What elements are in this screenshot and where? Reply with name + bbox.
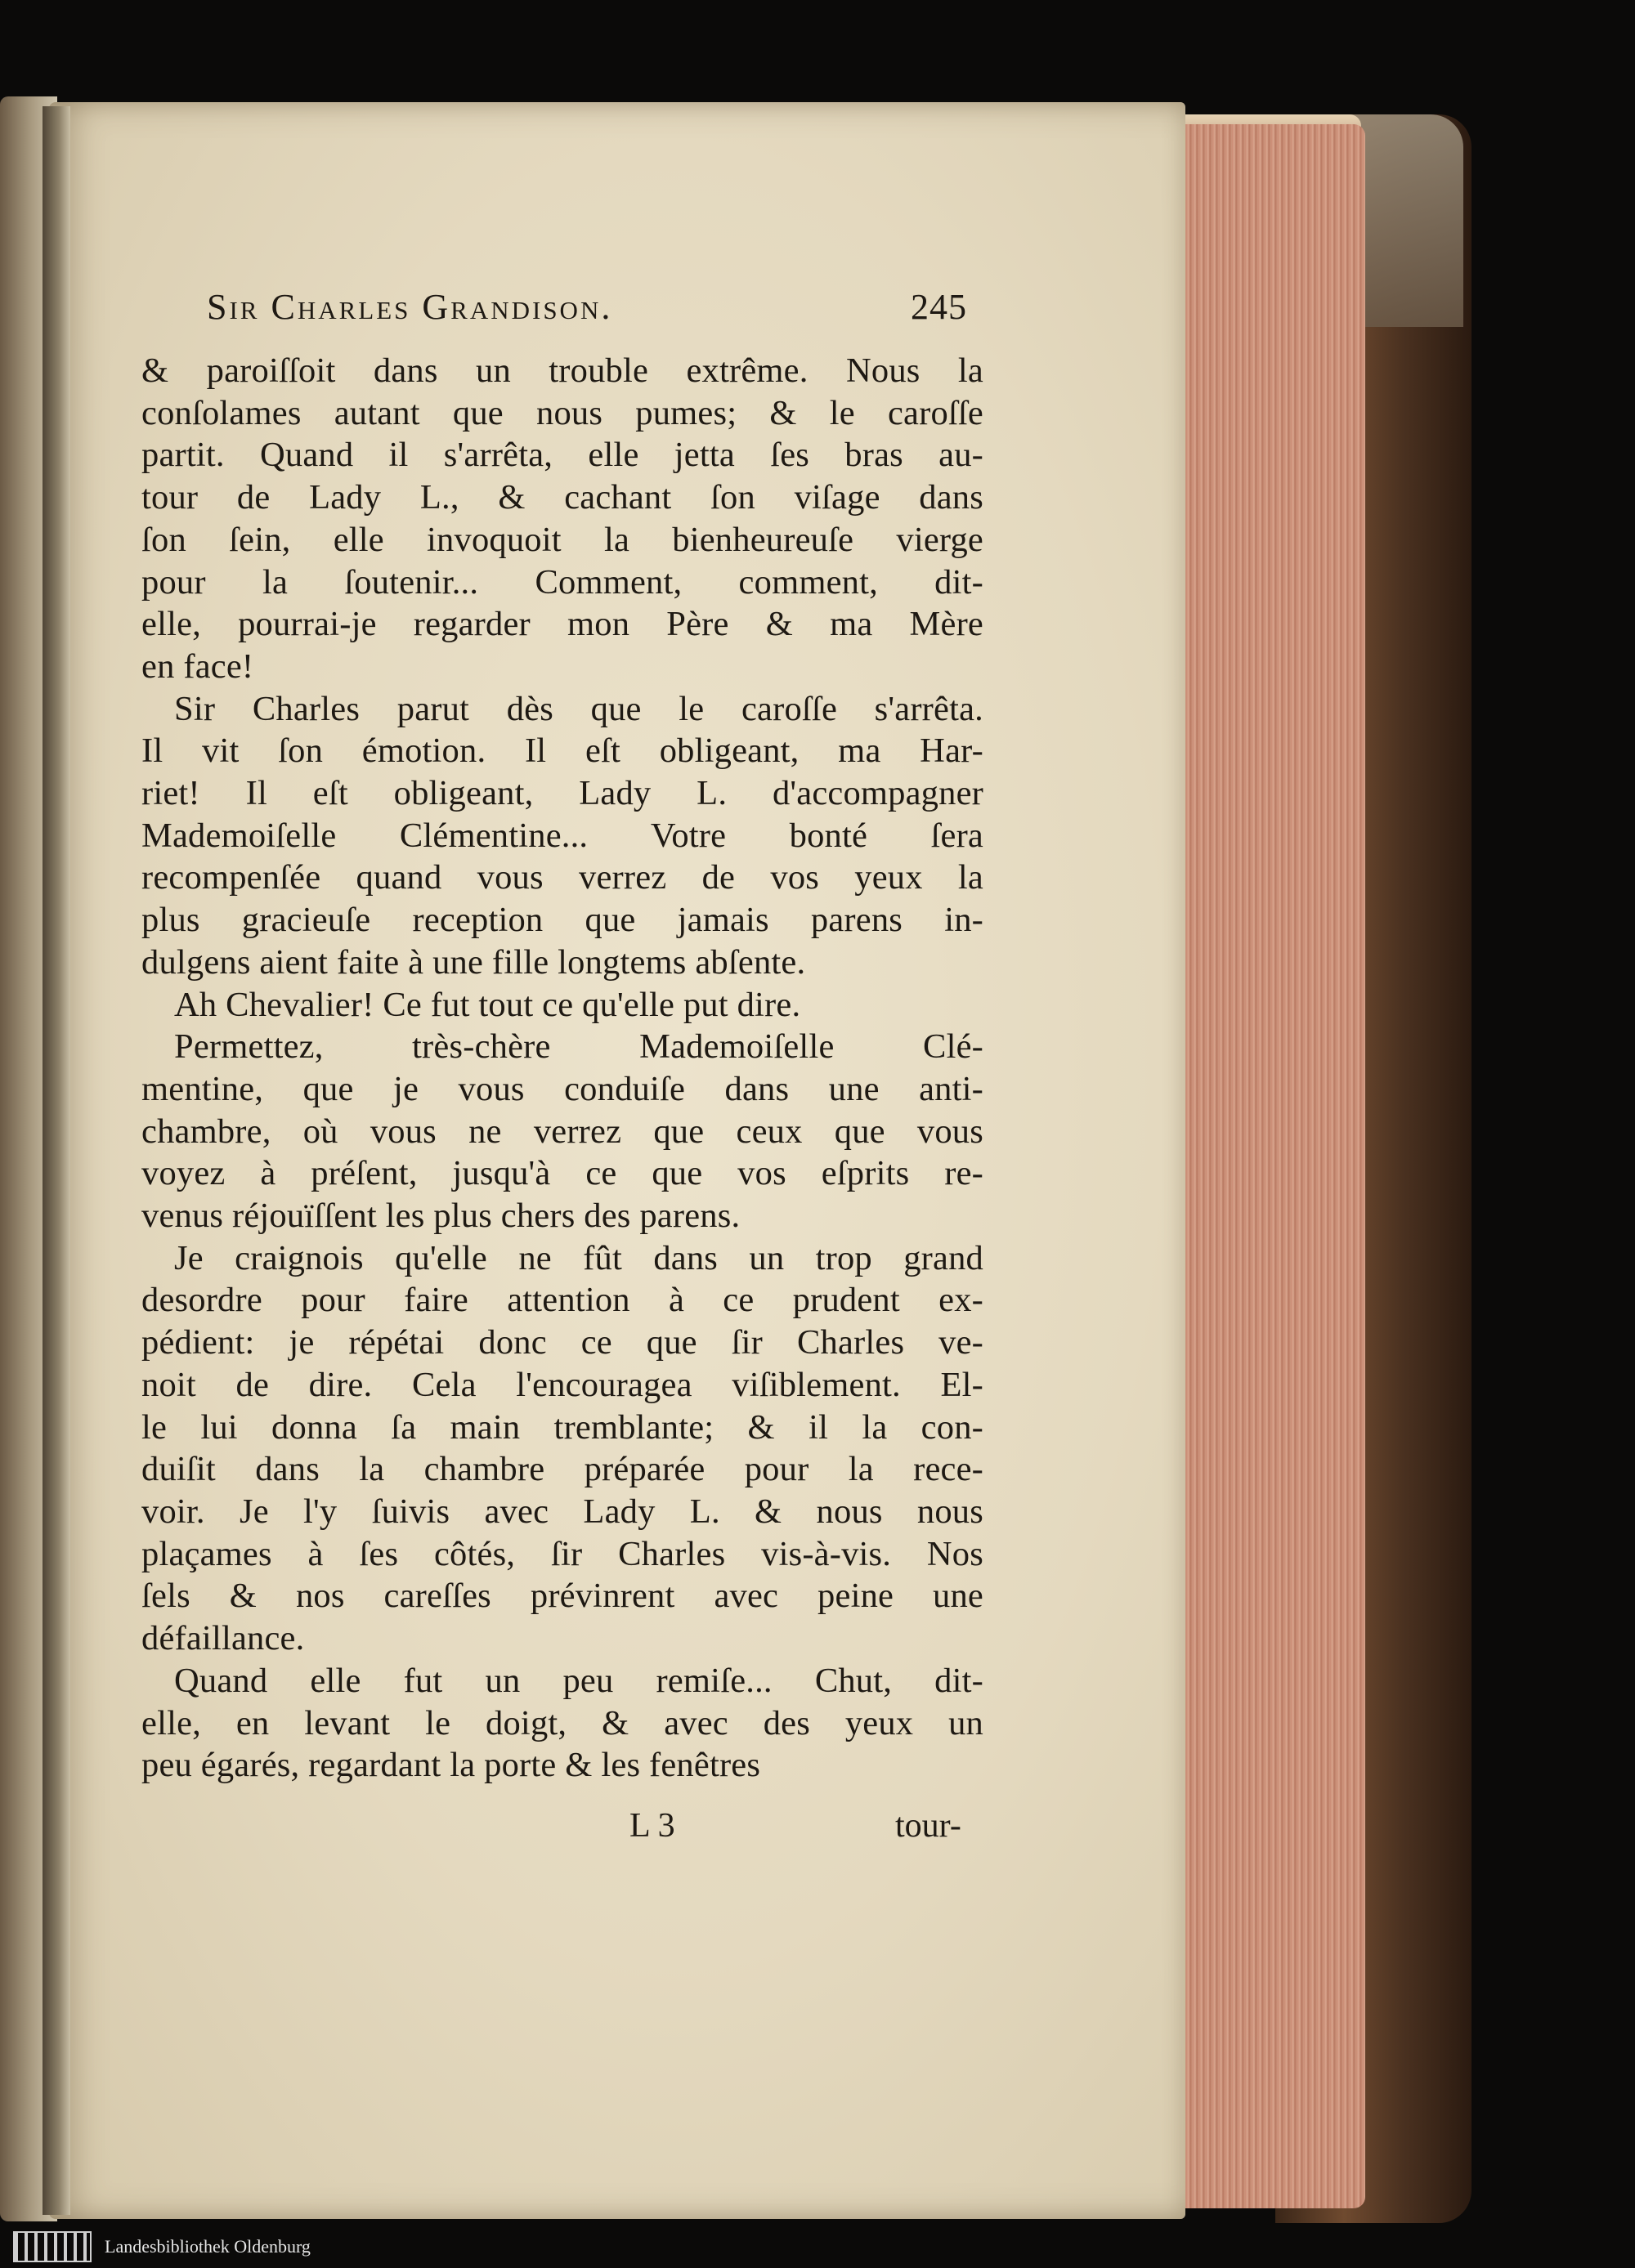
text-line: dulgens aient faite à une fille longtems abſente. — [141, 942, 806, 982]
text-line: ſels & nos careſſes prévinrent avec peine une — [141, 1577, 983, 1616]
text-line: plus gracieuſe reception que jamais parens in- — [141, 901, 983, 940]
text-line: partit. Quand il s'arrêta, elle jetta ſes bras au- — [141, 436, 983, 475]
text-line: chambre, où vous ne verrez que ceux que vous — [141, 1112, 983, 1151]
text-line: elle, pourrai-je regarder mon Père & ma Mère — [141, 605, 983, 644]
text-line: plaçames à ſes côtés, ſir Charles vis-à-vis. Nos — [141, 1534, 983, 1573]
text-line: & paroiſſoit dans un trouble extrême. Nous la — [141, 351, 983, 390]
text-line: conſolames autant que nous pumes; & le caroſſe — [141, 393, 983, 432]
text-line: Sir Charles parut dès que le caroſſe s'arrêta. — [174, 689, 983, 728]
text-line: pédient: je répétai donc ce que ſir Charles ve- — [141, 1323, 983, 1362]
text-line: elle, en levant le doigt, & avec des yeux un — [141, 1703, 983, 1742]
text-line: défaillance. — [141, 1619, 305, 1658]
text-line: noit de dire. Cela l'encouragea viſiblement. El- — [141, 1365, 983, 1404]
text-line: Quand elle fut un peu remiſe... Chut, dit- — [174, 1661, 983, 1700]
text-line: ſon ſein, elle invoquoit la bienheureuſe vierge — [141, 520, 983, 559]
text-line: voyez à préſent, jusqu'à ce que vos eſprits re- — [141, 1154, 983, 1193]
catchword: tour- — [895, 1807, 961, 1845]
text-line: Ah Chevalier! Ce fut tout ce qu'elle put dire. — [174, 985, 801, 1024]
gutter — [43, 106, 70, 2215]
text-line: peu égarés, regardant la porte & les fenêtres — [141, 1746, 761, 1785]
library-building-icon — [13, 2231, 92, 2262]
text-line: voir. Je l'y ſuivis avec Lady L. & nous nous — [141, 1492, 983, 1531]
text-line: riet! Il eſt obligeant, Lady L. d'accompagner — [141, 774, 983, 813]
text-line: mentine, que je vous conduiſe dans une anti- — [141, 1069, 983, 1108]
signature-mark: L 3 — [629, 1807, 675, 1845]
page-number: 245 — [911, 287, 967, 327]
text-line: tour de Lady L., & cachant ſon viſage dans — [141, 478, 983, 517]
text-line: en face! — [141, 646, 254, 686]
text-line: recompenſée quand vous verrez de vos yeux la — [141, 858, 983, 897]
text-line: Permettez, très-chère Mademoiſelle Clé- — [174, 1027, 983, 1067]
text-line: pour la ſoutenir... Comment, comment, dit- — [141, 562, 983, 602]
text-line: Il vit ſon émotion. Il eſt obligeant, ma Har- — [141, 731, 983, 771]
text-line: Je craignois qu'elle ne fût dans un trop grand — [174, 1238, 983, 1277]
library-name: Landesbibliothek Oldenburg — [105, 2236, 311, 2257]
body-text — [141, 350, 983, 1787]
text-line: duiſit dans la chambre préparée pour la rece- — [141, 1450, 983, 1489]
text-line: venus réjouïſſent les plus chers des parens. — [141, 1197, 741, 1236]
page-block-edges — [1173, 124, 1365, 2208]
running-title: Sir Charles Grandison. — [207, 287, 613, 327]
running-header — [207, 286, 967, 335]
text-line: le lui donna ſa main tremblante; & il la con- — [141, 1407, 983, 1447]
text-line: desordre pour faire attention à ce prudent ex- — [141, 1281, 983, 1320]
text-line: Mademoiſelle Clémentine... Votre bonté ſera — [141, 816, 983, 855]
